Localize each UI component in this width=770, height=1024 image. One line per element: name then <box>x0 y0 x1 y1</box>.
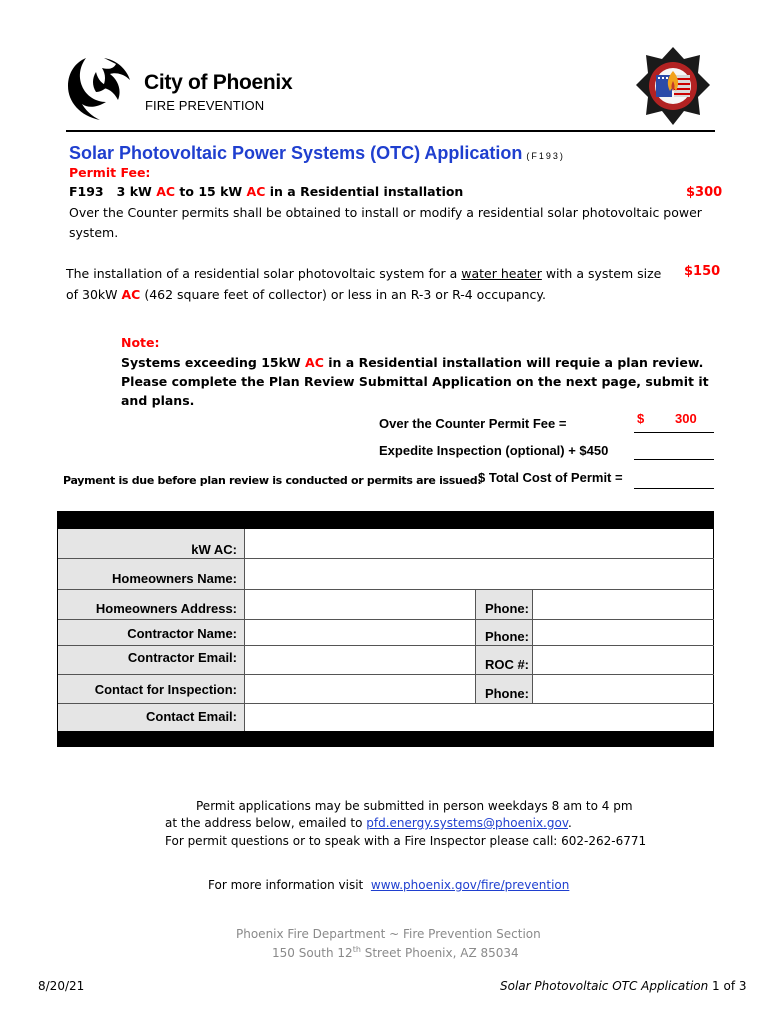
kw-ac-label: kW AC: <box>191 542 237 557</box>
contractor-phone-field[interactable] <box>533 620 713 645</box>
homeowner-phone-label: Phone: <box>484 601 529 616</box>
ac-text: AC <box>305 355 324 370</box>
contractor-phone-label: Phone: <box>484 629 529 644</box>
fire-department-seal-icon <box>634 45 712 127</box>
roc-label: ROC #: <box>484 657 529 672</box>
otc-fee-dollar: $ <box>637 411 645 426</box>
form-footer-bar <box>57 731 714 747</box>
submission-prefix: at the address below, emailed to <box>165 816 367 830</box>
form-code: (F193) <box>526 151 565 161</box>
department-name: Phoenix Fire Department ~ Fire Prevention Section <box>236 927 541 941</box>
logo-title: City of Phoenix <box>144 71 293 94</box>
page-title <box>69 143 565 164</box>
phoenix-bird-logo-icon <box>66 52 134 122</box>
inspection-phone-field[interactable] <box>533 675 713 703</box>
email-link[interactable]: pfd.energy.systems@phoenix.gov <box>366 816 568 830</box>
f193-prefix: F193 3 kW <box>69 184 157 199</box>
contractor-email-label: Contractor Email: <box>127 650 237 665</box>
ac-text: AC <box>121 287 141 302</box>
submission-info-line-1: Permit applications may be submitted in person weekdays 8 am to 4 pm <box>196 799 633 813</box>
ac-text: AC <box>156 184 176 199</box>
form-header-bar <box>57 511 714 529</box>
water-heater-description <box>66 263 666 305</box>
homeowner-address-label: Homeowners Address: <box>95 601 237 616</box>
homeowner-name-label: Homeowners Name: <box>112 571 237 586</box>
fee-150: $150 <box>684 264 721 279</box>
page-footer <box>500 979 747 993</box>
otc-fee-underline <box>634 432 714 433</box>
address-sup: th <box>352 945 361 954</box>
f193-mid: to 15 kW <box>175 184 247 199</box>
total-cost-label: $ Total Cost of Permit = <box>478 470 623 485</box>
submission-info-line-3: For permit questions or to speak with a Fire Inspector please call: 602-262-6771 <box>165 834 647 848</box>
roc-field[interactable] <box>533 646 713 674</box>
otc-description: Over the Counter permits shall be obtained to install or modify a residential solar photovoltaic power system. <box>69 205 702 240</box>
total-cost-field[interactable] <box>634 488 714 489</box>
heater-suffix: (462 square feet of collector) or less in an R-3 or R-4 occupancy. <box>140 287 546 302</box>
expedite-label: Expedite Inspection (optional) + $450 <box>379 443 609 458</box>
department-address <box>272 945 519 960</box>
contractor-name-field[interactable] <box>245 620 475 645</box>
permit-fee-label: Permit Fee: <box>69 165 151 180</box>
homeowner-address-field[interactable] <box>245 590 475 619</box>
page-number: 1 of 3 <box>708 979 747 993</box>
expedite-fee-field[interactable] <box>634 459 714 460</box>
document-name: Solar Photovoltaic OTC Application <box>500 979 709 993</box>
otc-fee-label: Over the Counter Permit Fee = <box>379 416 567 431</box>
fee-300: $300 <box>686 185 723 200</box>
f193-permit-line <box>69 184 463 199</box>
homeowner-name-field[interactable] <box>245 559 713 589</box>
contractor-email-field[interactable] <box>245 646 475 674</box>
note-suffix: in a Residential installation will requie a plan review. Please complete the Plan Review Submittal Application on the next page, submit it and plans. <box>121 355 709 408</box>
heater-prefix: The installation of a residential solar photovoltaic system for a <box>66 266 462 281</box>
address-suffix: Street Phoenix, AZ 85034 <box>360 946 519 960</box>
note-text <box>121 353 721 410</box>
homeowner-phone-field[interactable] <box>533 590 713 619</box>
heater-mid: with a system size of 30kW <box>66 266 662 302</box>
contact-inspection-label: Contact for Inspection: <box>94 682 237 697</box>
f193-suffix: in a Residential installation <box>265 184 464 199</box>
header-divider <box>66 130 715 132</box>
contact-inspection-field[interactable] <box>245 675 475 703</box>
logo-subtitle: FIRE PREVENTION <box>145 98 265 113</box>
contact-email-field[interactable] <box>245 704 713 731</box>
page-title-text: Solar Photovoltaic Power Systems (OTC) Application <box>69 143 523 163</box>
kw-ac-field[interactable] <box>245 530 713 558</box>
submission-info-line-2 <box>165 816 572 830</box>
address-prefix: 150 South 12 <box>272 946 353 960</box>
submission-suffix: . <box>568 816 572 830</box>
website-link[interactable]: www.phoenix.gov/fire/prevention <box>370 878 570 892</box>
note-prefix: Systems exceeding 15kW <box>121 355 306 370</box>
revision-date: 8/20/21 <box>38 979 85 993</box>
more-info-line <box>208 878 569 892</box>
contact-email-label: Contact Email: <box>145 709 237 724</box>
payment-note: Payment is due before plan review is conducted or permits are issued. <box>63 474 482 487</box>
contractor-name-label: Contractor Name: <box>127 626 237 641</box>
ac-text: AC <box>246 184 266 199</box>
note-label: Note: <box>121 335 160 350</box>
water-heater-text: water heater <box>461 266 542 281</box>
more-info-prefix: For more information visit <box>208 878 371 892</box>
otc-fee-value[interactable]: 300 <box>675 411 697 426</box>
inspection-phone-label: Phone: <box>484 686 529 701</box>
